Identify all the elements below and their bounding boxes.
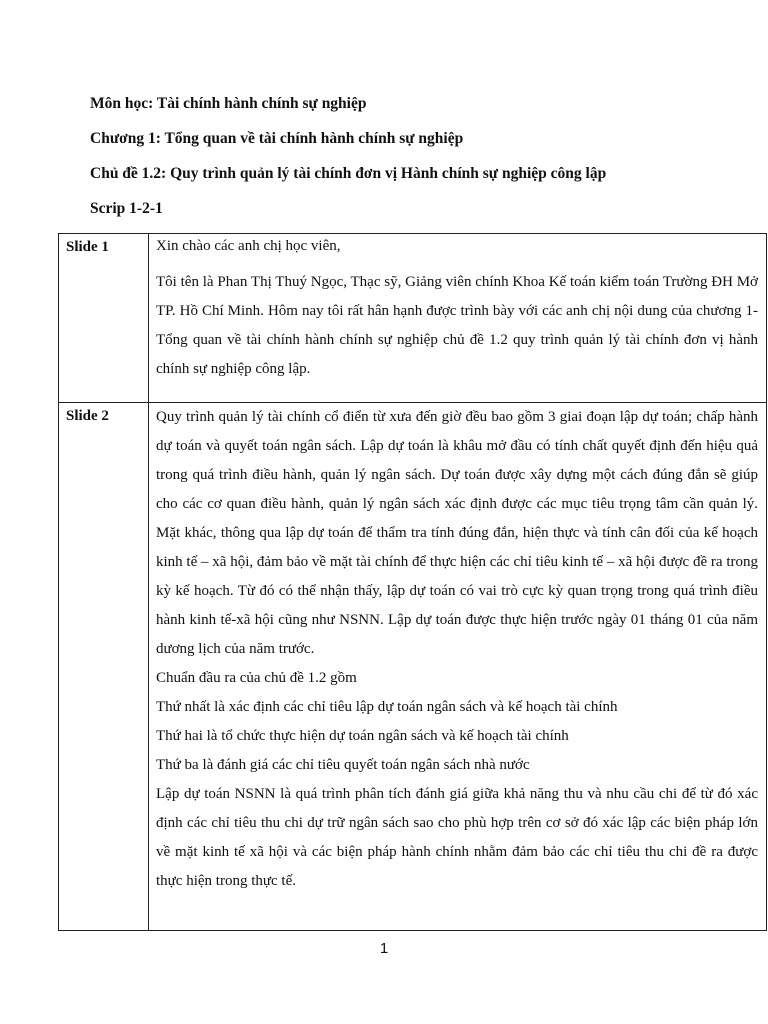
chapter-title: Chương 1: Tổng quan về tài chính hành chính sự nghiệp bbox=[90, 130, 464, 147]
script-id: Scrip 1-2-1 bbox=[90, 200, 163, 217]
outcome-item: Thứ nhất là xác định các chỉ tiêu lập dự toán ngân sách và kế hoạch tài chính bbox=[156, 699, 618, 715]
outcome-item: Thứ hai là tổ chức thực hiện dự toán ngân sách và kế hoạch tài chính bbox=[156, 728, 569, 744]
greeting-paragraph: Xin chào các anh chị học viên, bbox=[156, 238, 341, 254]
outcome-item: Thứ ba là đánh giá các chỉ tiêu quyết toán ngân sách nhà nước bbox=[156, 757, 530, 773]
outcomes-heading: Chuẩn đầu ra của chủ đề 1.2 gồm bbox=[156, 670, 357, 686]
slide-content-cell bbox=[149, 234, 767, 403]
table-row bbox=[59, 234, 767, 403]
intro-paragraph: Tôi tên là Phan Thị Thuý Ngọc, Thạc sỹ, Giảng viên chính Khoa Kế toán kiểm toán Trường ĐH Mở TP. Hồ Chí Minh. Hôm nay tôi rất hân hạnh được trình bày với các anh chị nội dung của chương 1- Tổng quan về tài chính hành chính sự nghiệp chủ đề 1.2 quy trình quản lý tài chính đơn vị hành chính sự nghiệp công lập. bbox=[156, 274, 758, 377]
slide-label-cell bbox=[59, 403, 149, 931]
process-paragraph: Quy trình quản lý tài chính cổ điển từ xưa đến giờ đều bao gồm 3 giai đoạn lập dự toán; chấp hành dự toán và quyết toán ngân sách. Lập dự toán là khâu mở đầu có tính chất quyết định đến hiệu quả trong quá trình điều hành, quản lý ngân sách. Dự toán được xây dựng một cách đúng đắn sẽ giúp cho các cơ quan điều hành, quản lý ngân sách xác định được các mục tiêu trọng tâm cần quản lý. Mặt khác, thông qua lập dự toán để thẩm tra tính đúng đắn, hiện thực và tính cân đối của kế hoạch kinh tế – xã hội, đảm bảo về mặt tài chính để thực hiện các chỉ tiêu kinh tế – xã hội được đề ra trong kỳ kế hoạch. Từ đó có thể nhận thấy, lập dự toán có vai trò cực kỳ quan trọng trong quá trình điều hành kinh tế-xã hội cũng như NSNN. Lập dự toán được thực hiện trước ngày 01 tháng 01 của năm dương lịch của năm trước. bbox=[156, 409, 758, 657]
page-number: 1 bbox=[379, 940, 389, 957]
course-title: Môn học: Tài chính hành chính sự nghiệp bbox=[90, 95, 367, 112]
slide-content-cell bbox=[149, 403, 767, 931]
slide-label-cell bbox=[59, 234, 149, 403]
budget-definition-paragraph: Lập dự toán NSNN là quá trình phân tích đánh giá giữa khả năng thu và nhu cầu chi để từ đó xác định các chỉ tiêu thu chi dự trữ ngân sách sao cho phù hợp trên cơ sở đó xác lập các biện pháp lớn về mặt kinh tế xã hội và các biện pháp hành chính nhằm đảm bảo các chỉ tiêu thu chi đề ra được thực hiện trong thực tế. bbox=[156, 786, 758, 889]
slide-label: Slide 1 bbox=[66, 239, 109, 255]
table-row bbox=[59, 403, 767, 931]
slide-script-table bbox=[58, 233, 767, 931]
slide-label: Slide 2 bbox=[66, 408, 109, 424]
topic-title: Chủ đề 1.2: Quy trình quản lý tài chính đơn vị Hành chính sự nghiệp công lập bbox=[90, 165, 607, 182]
